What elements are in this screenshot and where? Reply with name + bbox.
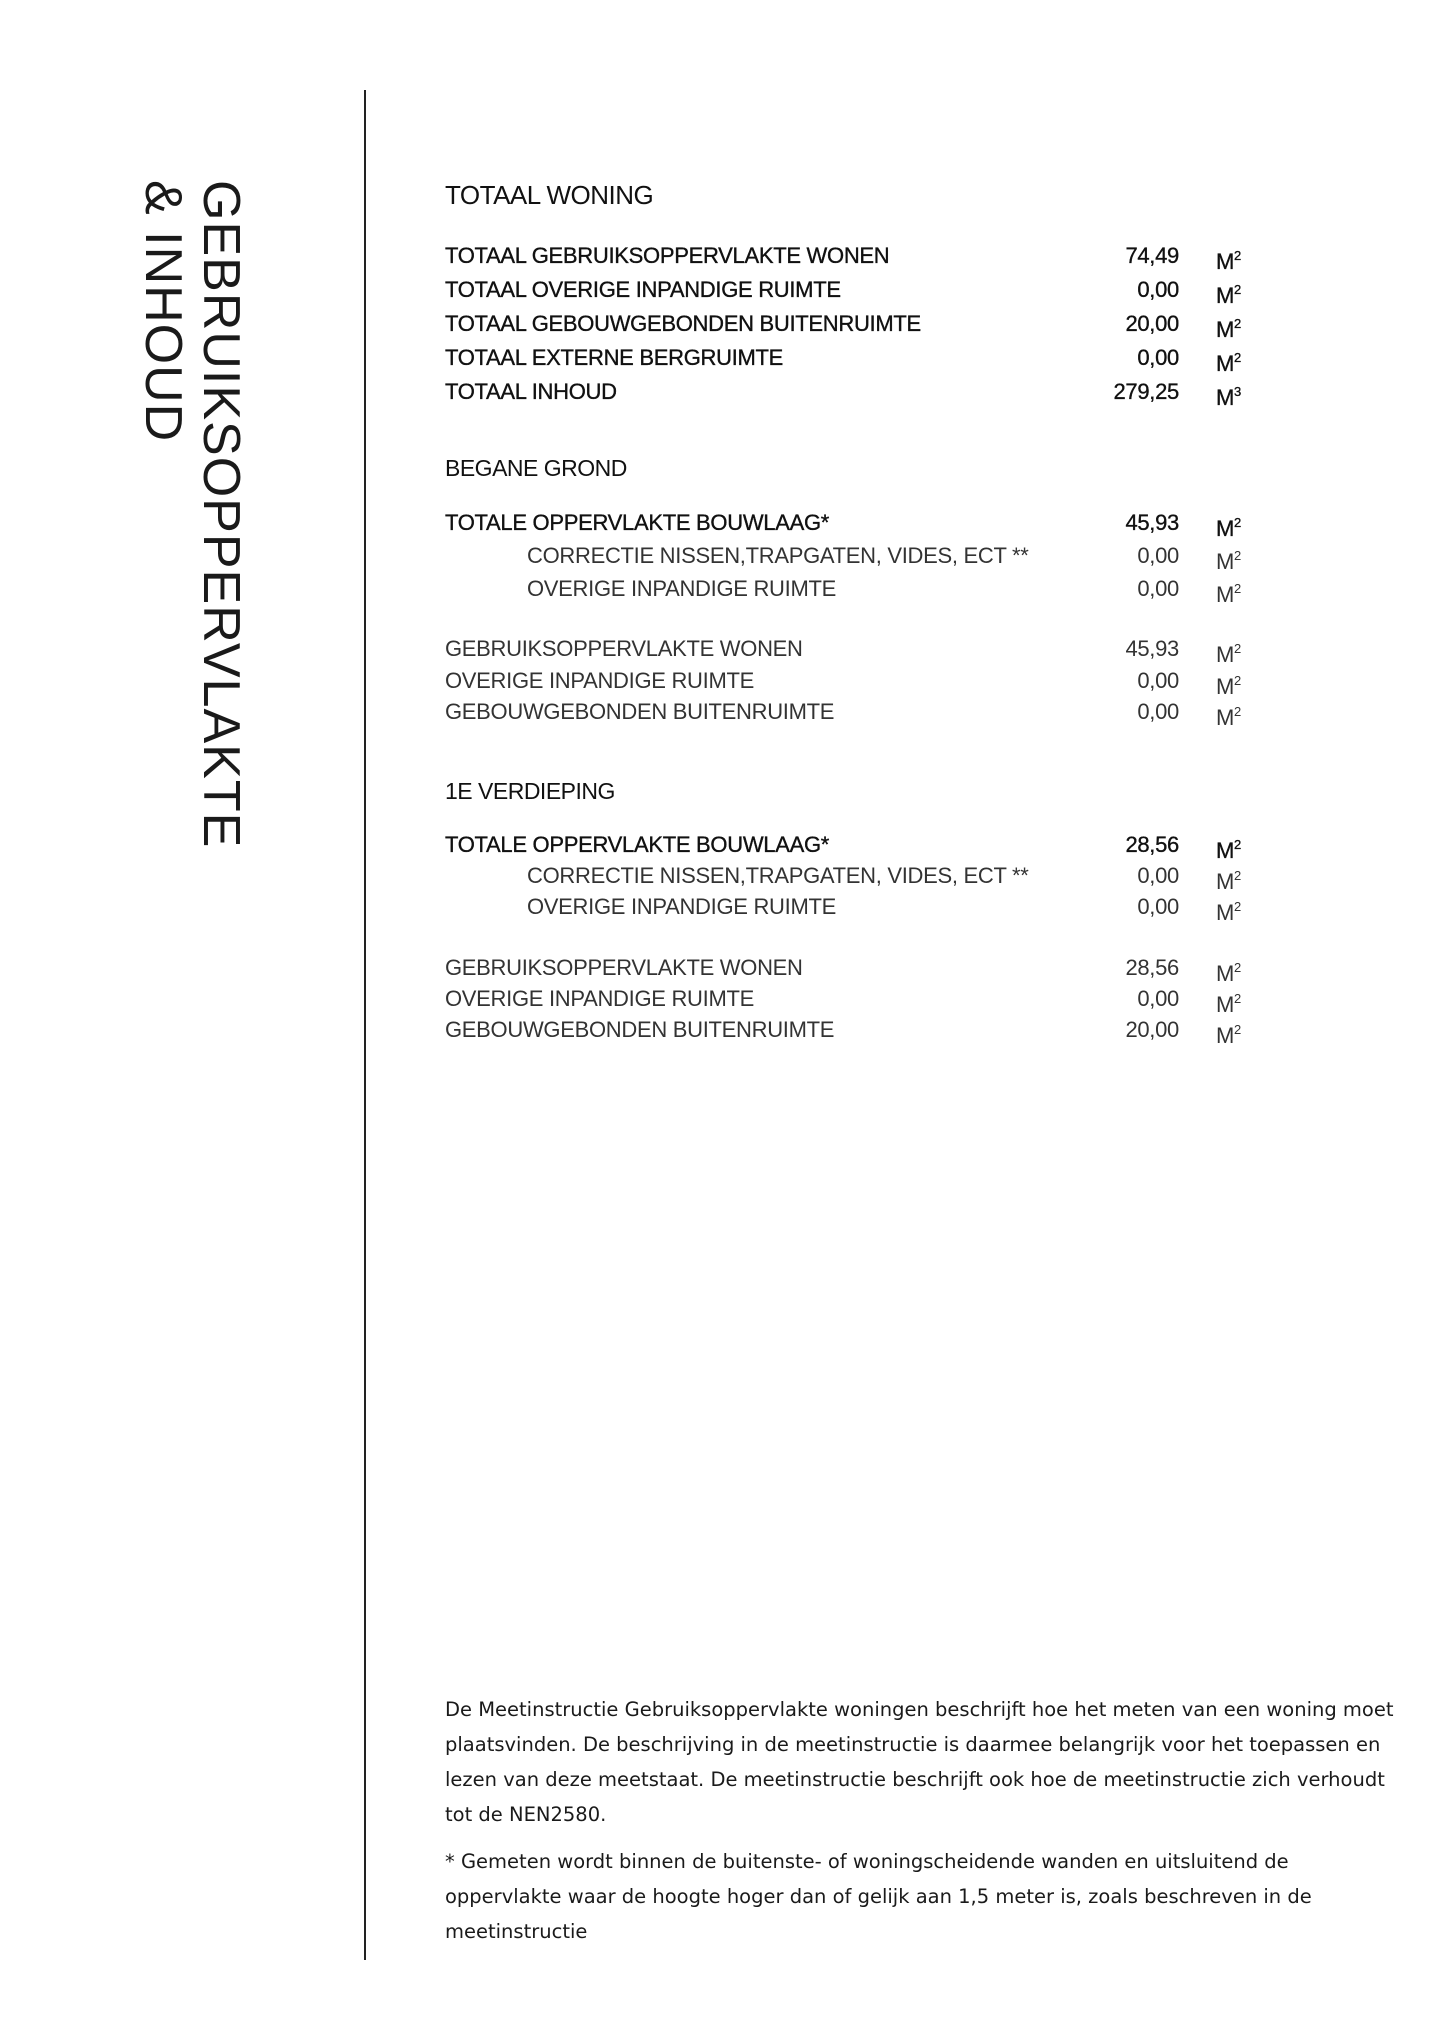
table-row [445, 984, 1245, 1017]
table-row [445, 508, 1245, 541]
row-value: 0,00 [1137, 863, 1179, 888]
row-label: GEBRUIKSOPPERVLAKTE WONEN [445, 636, 803, 661]
section-title-begane-grond: BEGANE GROND [445, 455, 627, 481]
row-label: OVERIGE INPANDIGE RUIMTE [527, 894, 836, 919]
row-label: CORRECTIE NISSEN,TRAPGATEN, VIDES, ECT ** [527, 543, 1029, 568]
table-row [445, 241, 1245, 274]
row-unit: $M^2$ [1216, 350, 1241, 376]
row-unit: $M^2$ [1216, 837, 1241, 863]
row-value: 28,56 [1125, 832, 1179, 857]
row-value: 20,00 [1125, 1017, 1179, 1042]
row-value: 20,00 [1125, 311, 1179, 336]
row-unit: $M^3$ [1216, 384, 1241, 410]
row-value: 0,00 [1137, 543, 1179, 568]
row-unit: $M^2$ [1216, 248, 1241, 274]
row-value: 0,00 [1137, 894, 1179, 919]
side-title-line1: GEBRUIKSOPPERVLAKTE [192, 180, 250, 849]
row-value: 45,93 [1125, 636, 1179, 661]
table-row [445, 1015, 1245, 1048]
table-row [445, 697, 1245, 730]
row-value: 74,49 [1125, 243, 1179, 268]
row-label: TOTAAL INHOUD [445, 379, 617, 404]
note-footnote: * Gemeten wordt binnen de buitenste- of woningscheidende wanden en uitsluitend de oppervlakte waar de hoogte hoger dan of gelijk aan 1,5 meter is, zoals beschreven in de meetinstructie [445, 1850, 1312, 1943]
table-row [445, 343, 1245, 376]
table-row [445, 830, 1245, 863]
row-unit: $M^2$ [1216, 868, 1241, 894]
row-value: 0,00 [1137, 699, 1179, 724]
table-row [445, 574, 1245, 607]
section-title-totaal: TOTAAL WONING [445, 180, 654, 210]
row-label: GEBRUIKSOPPERVLAKTE WONEN [445, 955, 803, 980]
row-value: 0,00 [1137, 986, 1179, 1011]
table-row [445, 309, 1245, 342]
table-row [445, 892, 1245, 925]
row-unit: $M^2$ [1216, 282, 1241, 308]
vertical-divider [364, 90, 366, 1960]
row-value: 45,93 [1125, 510, 1179, 535]
row-label: TOTAAL OVERIGE INPANDIGE RUIMTE [445, 277, 841, 302]
row-value: 0,00 [1137, 345, 1179, 370]
row-unit: $M^2$ [1216, 1022, 1241, 1048]
notes [445, 1692, 1405, 1961]
table-row [445, 275, 1245, 308]
table-row [445, 634, 1245, 667]
row-label: OVERIGE INPANDIGE RUIMTE [527, 576, 836, 601]
row-label: OVERIGE INPANDIGE RUIMTE [445, 668, 754, 693]
row-value: 0,00 [1137, 668, 1179, 693]
table-row [445, 377, 1245, 410]
note-meetinstructie: De Meetinstructie Gebruiksoppervlakte woningen beschrijft hoe het meten van een woning moet plaatsvinden. De beschrijving in de meetinstructie is daarmee belangrijk voor het toepassen en lezen van deze meetstaat. De meetinstructie beschrijft ook hoe de meetinstructie zich verhoudt tot de NEN2580. [445, 1698, 1394, 1826]
side-title [134, 180, 250, 848]
row-label: CORRECTIE NISSEN,TRAPGATEN, VIDES, ECT ** [527, 863, 1029, 888]
row-label: TOTALE OPPERVLAKTE BOUWLAAG* [445, 832, 830, 857]
row-label: TOTAAL GEBRUIKSOPPERVLAKTE WONEN [445, 243, 890, 268]
row-unit: $M^2$ [1216, 960, 1241, 986]
table-row [445, 861, 1245, 894]
table-row [445, 953, 1245, 986]
section-title-1e-verdieping: 1E VERDIEPING [445, 778, 615, 804]
row-value: 0,00 [1137, 277, 1179, 302]
row-value: 0,00 [1137, 576, 1179, 601]
row-unit: $M^2$ [1216, 548, 1241, 574]
row-unit: $M^2$ [1216, 673, 1241, 699]
row-label: GEBOUWGEBONDEN BUITENRUIMTE [445, 1017, 835, 1042]
row-label: TOTAAL GEBOUWGEBONDEN BUITENRUIMTE [445, 311, 921, 336]
row-label: TOTALE OPPERVLAKTE BOUWLAAG* [445, 510, 830, 535]
table-row [445, 666, 1245, 699]
row-unit: $M^2$ [1216, 581, 1241, 607]
row-unit: $M^2$ [1216, 515, 1241, 541]
row-unit: $M^2$ [1216, 899, 1241, 925]
row-value: 28,56 [1125, 955, 1179, 980]
row-unit: $M^2$ [1216, 704, 1241, 730]
row-label: TOTAAL EXTERNE BERGRUIMTE [445, 345, 784, 370]
row-unit: $M^2$ [1216, 641, 1241, 667]
row-label: GEBOUWGEBONDEN BUITENRUIMTE [445, 699, 835, 724]
row-unit: $M^2$ [1216, 316, 1241, 342]
row-unit: $M^2$ [1216, 991, 1241, 1017]
row-label: OVERIGE INPANDIGE RUIMTE [445, 986, 754, 1011]
table-row [445, 541, 1245, 574]
row-value: 279,25 [1113, 379, 1179, 404]
side-title-line2: & INHOUD [134, 180, 192, 443]
